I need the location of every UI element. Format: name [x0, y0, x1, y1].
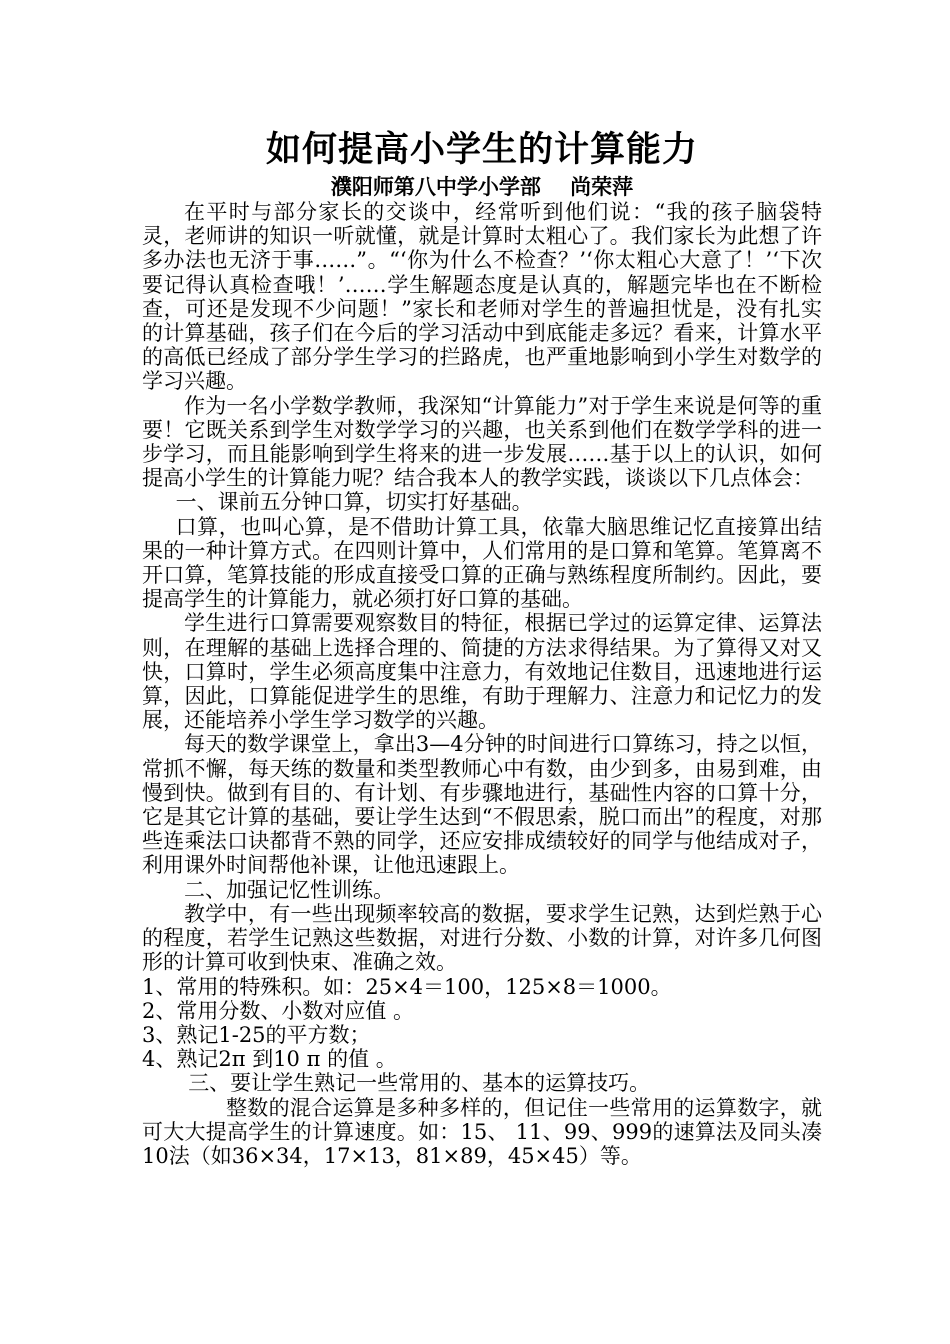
paragraph-intro: 在平时与部分家长的交谈中，经常听到他们说：“我的孩子脑袋特灵，老师讲的知识一听就懂，就是计算时太粗心了。我们家长为此想了许多办法也无济于事……”。“‘你为什么不检查？’‘你太粗心大意了！’‘下次要记得认真检查哦！’……学生解题态度是认真的，解题完毕也在不断检查，可还是发现不少问题！”家长和老师对学生的普遍担忧是，没有扎实的计算基础，孩子们在今后的学习活动中到底能走多远？看来，计算水平的高低已经成了部分学生学习的拦路虎，也严重地影响到小学生对数学的学习兴趣。 — [142, 200, 822, 394]
paragraph-daily-practice: 每天的数学课堂上，拿出3—4分钟的时间进行口算练习，持之以恒，常抓不懈，每天练的数量和类型教师心中有数，由少到多，由易到难，由慢到快。做到有目的、有计划、有步骤地进行，基础性内容的口算十分，它是其它计算的基础，要让学生达到“不假思索，脱口而出”的程度，对那些连乘法口诀都背不熟的同学，还应安排成绩较好的同学与他结成对子，利用课外时间帮他补课，让他迅速跟上。 — [142, 732, 822, 878]
paragraph-teacher-view: 作为一名小学数学教师，我深知“计算能力”对于学生来说是何等的重要！它既关系到学生对数学学习的兴趣，也关系到他们在数学学科的进一步学习，而且能影响到学生将来的进一步发展……基于以上的认识，如何提高小学生的计算能力呢？结合我本人的教学实践，谈谈以下几点体会： — [142, 393, 822, 491]
list-item: 3、熟记1-25的平方数； — [142, 1022, 371, 1047]
paragraph-techniques: 整数的混合运算是多种多样的，但记住一些常用的运算数字，就可大大提高学生的计算速度。如：15、 11、99、999的速算法及同头凑10法（如36×34，17×13，81×89，45×45）等。 — [142, 1095, 822, 1168]
section-heading-3: 三、要让学生熟记一些常用的、基本的运算技巧。 — [188, 1071, 651, 1096]
list-item: 1、常用的特殊积。如：25×4＝100，125×8＝1000。 — [142, 974, 672, 999]
section-heading-2: 二、加强记忆性训练。 — [184, 877, 394, 902]
author-line: 濮阳师第八中学小学部 尚荣萍 — [330, 174, 634, 199]
document-title: 如何提高小学生的计算能力 — [265, 129, 698, 170]
section-heading-1: 一、课前五分钟口算，切实打好基础。 — [175, 490, 533, 515]
paragraph-mental-arithmetic: 口算，也叫心算，是不借助计算工具，依靠大脑思维记忆直接算出结果的一种计算方式。在四则计算中，人们常用的是口算和笔算。笔算离不开口算，笔算技能的形成直接受口算的正确与熟练程度所制约。因此，要提高学生的计算能力，就必须打好口算的基础。 — [142, 514, 822, 612]
paragraph-mental-process: 学生进行口算需要观察数目的特征，根据已学过的运算定律、运算法则，在理解的基础上选择合理的、简捷的方法求得结果。为了算得又对又快，口算时，学生必须高度集中注意力，有效地记住数目，迅速地进行运算，因此，口算能促进学生的思维，有助于理解力、注意力和记忆力的发展，还能培养小学生学习数学的兴趣。 — [142, 611, 822, 733]
paragraph-memory-training: 教学中，有一些出现频率较高的数据，要求学生记熟，达到烂熟于心的程度，若学生记熟这些数据，对进行分数、小数的计算，对许多几何图形的计算可收到快束、准确之效。 — [142, 901, 822, 975]
document-body — [142, 200, 822, 1168]
list-item: 4、熟记2π 到10 π 的值 。 — [142, 1047, 397, 1072]
list-item: 2、常用分数、小数对应值 。 — [142, 998, 415, 1023]
document-page — [142, 126, 822, 1168]
